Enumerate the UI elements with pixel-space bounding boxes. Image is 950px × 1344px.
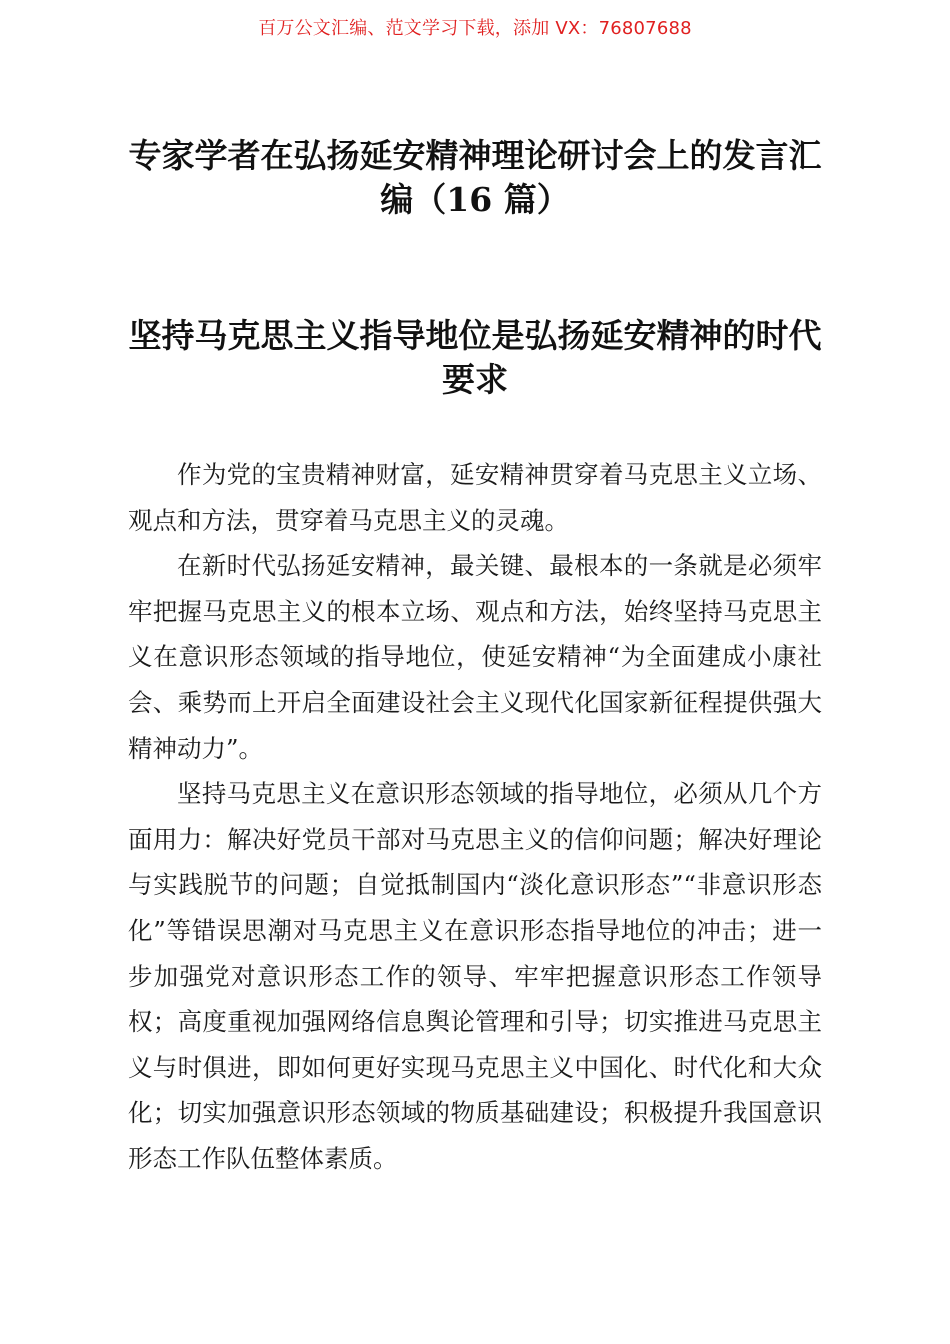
section-title: 坚持马克思主义指导地位是弘扬延安精神的时代要求: [128, 316, 822, 399]
paragraph: 坚持马克思主义在意识形态领域的指导地位，必须从几个方面用力：解决好党员干部对马克思主义的信仰问题；解决好理论与实践脱节的问题；自觉抵制国内“淡化意识形态”“非意识形态化”等错误思潮对马克思主义在意识形态指导地位的冲击；进一步加强党对意识形态工作的领导、牢牢把握意识形态工作领导权；高度重视加强网络信息舆论管理和引导；切实推进马克思主义与时俱进，即如何更好实现马克思主义中国化、时代化和大众化；切实加强意识形态领域的物质基础建设；积极提升我国意识形态工作队伍整体素质。: [128, 779, 822, 1173]
promo-banner: 百万公文汇编、范文学习下载，添加 VX：76807688: [258, 18, 692, 39]
paragraph: 在新时代弘扬延安精神，最关键、最根本的一条就是必须牢牢把握马克思主义的根本立场、观点和方法，始终坚持马克思主义在意识形态领域的指导地位，使延安精神“为全面建成小康社会、乘势而上开启全面建设社会主义现代化国家新征程提供强大精神动力”。: [128, 551, 822, 763]
paragraph: 作为党的宝贵精神财富，延安精神贯穿着马克思主义立场、观点和方法，贯穿着马克思主义的灵魂。: [128, 460, 822, 535]
document-title: 专家学者在弘扬延安精神理论研讨会上的发言汇编（16 篇）: [128, 136, 822, 219]
body-text: [128, 452, 822, 1182]
